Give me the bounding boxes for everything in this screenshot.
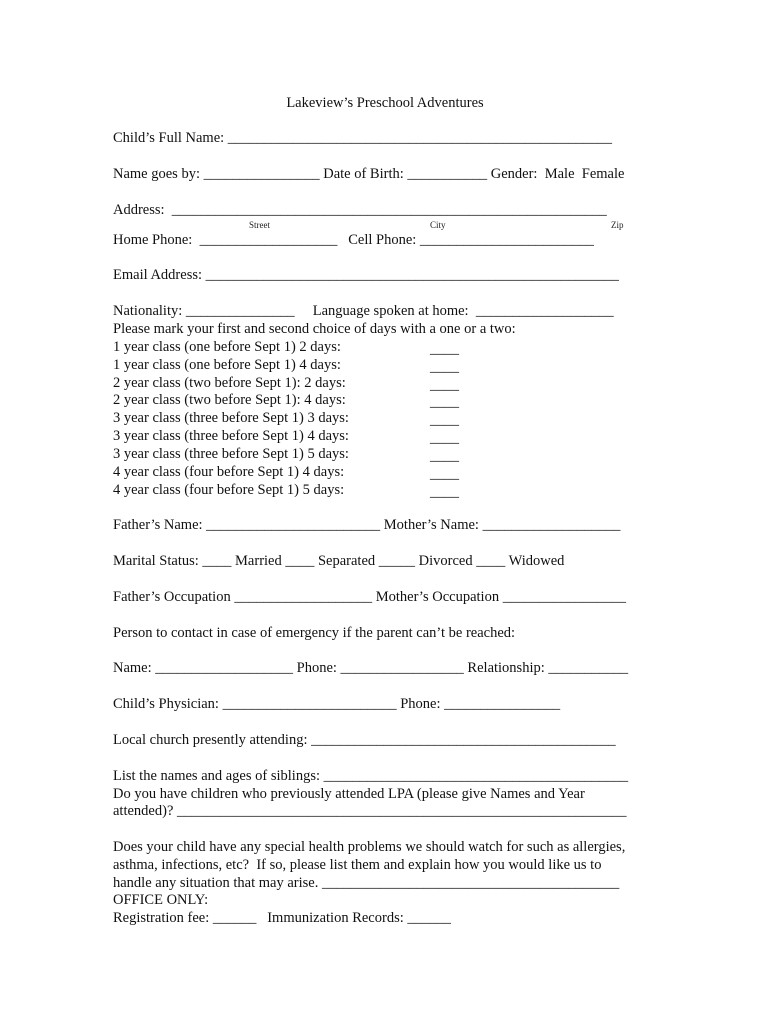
class-choice-blank[interactable]: ____: [430, 341, 459, 357]
class-option: 4 year class (four before Sept 1) 5 days:: [113, 482, 345, 498]
phone-row[interactable]: Home Phone: ___________________ Cell Phone: ________________________: [113, 232, 594, 248]
class-choice-blank[interactable]: ____: [430, 359, 459, 375]
parents-names-row[interactable]: Father’s Name: ________________________ Mother’s Name: ___________________: [113, 517, 621, 533]
siblings-field[interactable]: List the names and ages of siblings: __________________________________________: [113, 768, 629, 784]
office-fees-row[interactable]: Registration fee: ______ Immunization Records: ______: [113, 910, 451, 926]
name-dob-gender-row[interactable]: Name goes by: ________________ Date of Birth: ___________ Gender: Male Female: [113, 166, 625, 182]
class-choice-blank[interactable]: ____: [430, 448, 459, 464]
address-street-label: Street: [249, 220, 270, 230]
health-question: Does your child have any special health problems we should watch for such as allergies,: [113, 839, 626, 855]
child-name-field[interactable]: Child’s Full Name: _____________________________________________________: [113, 130, 613, 146]
nationality-language-row[interactable]: Nationality: _______________ Language spoken at home: ___________________: [113, 303, 614, 319]
address-zip-label: Zip: [611, 220, 624, 230]
physician-row[interactable]: Child’s Physician: ________________________ Phone: ________________: [113, 696, 561, 712]
class-option: 1 year class (one before Sept 1) 4 days:: [113, 357, 341, 373]
class-choice-blank[interactable]: ____: [430, 484, 459, 500]
emergency-contact-row[interactable]: Name: ___________________ Phone: _________________ Relationship: ___________: [113, 660, 629, 676]
class-choice-blank[interactable]: ____: [430, 377, 459, 393]
class-option: 3 year class (three before Sept 1) 5 days:: [113, 446, 349, 462]
class-option: 1 year class (one before Sept 1) 2 days:: [113, 339, 341, 355]
class-choice-blank[interactable]: ____: [430, 430, 459, 446]
class-option: 3 year class (three before Sept 1) 3 days:: [113, 410, 349, 426]
occupations-row[interactable]: Father’s Occupation ___________________ Mother’s Occupation _________________: [113, 589, 626, 605]
class-choice-blank[interactable]: ____: [430, 394, 459, 410]
address-field[interactable]: Address: ____________________________________________________________: [113, 202, 607, 218]
choice-instruction: Please mark your first and second choice of days with a one or a two:: [113, 321, 516, 337]
form-title: Lakeview’s Preschool Adventures: [286, 95, 484, 111]
health-field[interactable]: handle any situation that may arise. _________________________________________: [113, 875, 620, 891]
class-option: 4 year class (four before Sept 1) 4 days:: [113, 464, 345, 480]
address-city-label: City: [430, 220, 446, 230]
office-only-label: OFFICE ONLY:: [113, 892, 209, 908]
class-choice-blank[interactable]: ____: [430, 412, 459, 428]
class-option: 2 year class (two before Sept 1): 4 days:: [113, 392, 346, 408]
class-option: 2 year class (two before Sept 1): 2 days:: [113, 375, 346, 391]
health-question-cont: asthma, infections, etc? If so, please list them and explain how you would like us to: [113, 857, 602, 873]
marital-status-row[interactable]: Marital Status: ____ Married ____ Separated _____ Divorced ____ Widowed: [113, 553, 565, 569]
previous-lpa-question: Do you have children who previously attended LPA (please give Names and Year: [113, 786, 585, 802]
previous-lpa-field[interactable]: attended)? ______________________________________________________________: [113, 803, 627, 819]
emergency-intro: Person to contact in case of emergency if the parent can’t be reached:: [113, 625, 516, 641]
email-field[interactable]: Email Address: _________________________________________________________: [113, 267, 619, 283]
class-option: 3 year class (three before Sept 1) 4 days:: [113, 428, 349, 444]
class-choice-blank[interactable]: ____: [430, 466, 459, 482]
church-field[interactable]: Local church presently attending: __________________________________________: [113, 732, 616, 748]
